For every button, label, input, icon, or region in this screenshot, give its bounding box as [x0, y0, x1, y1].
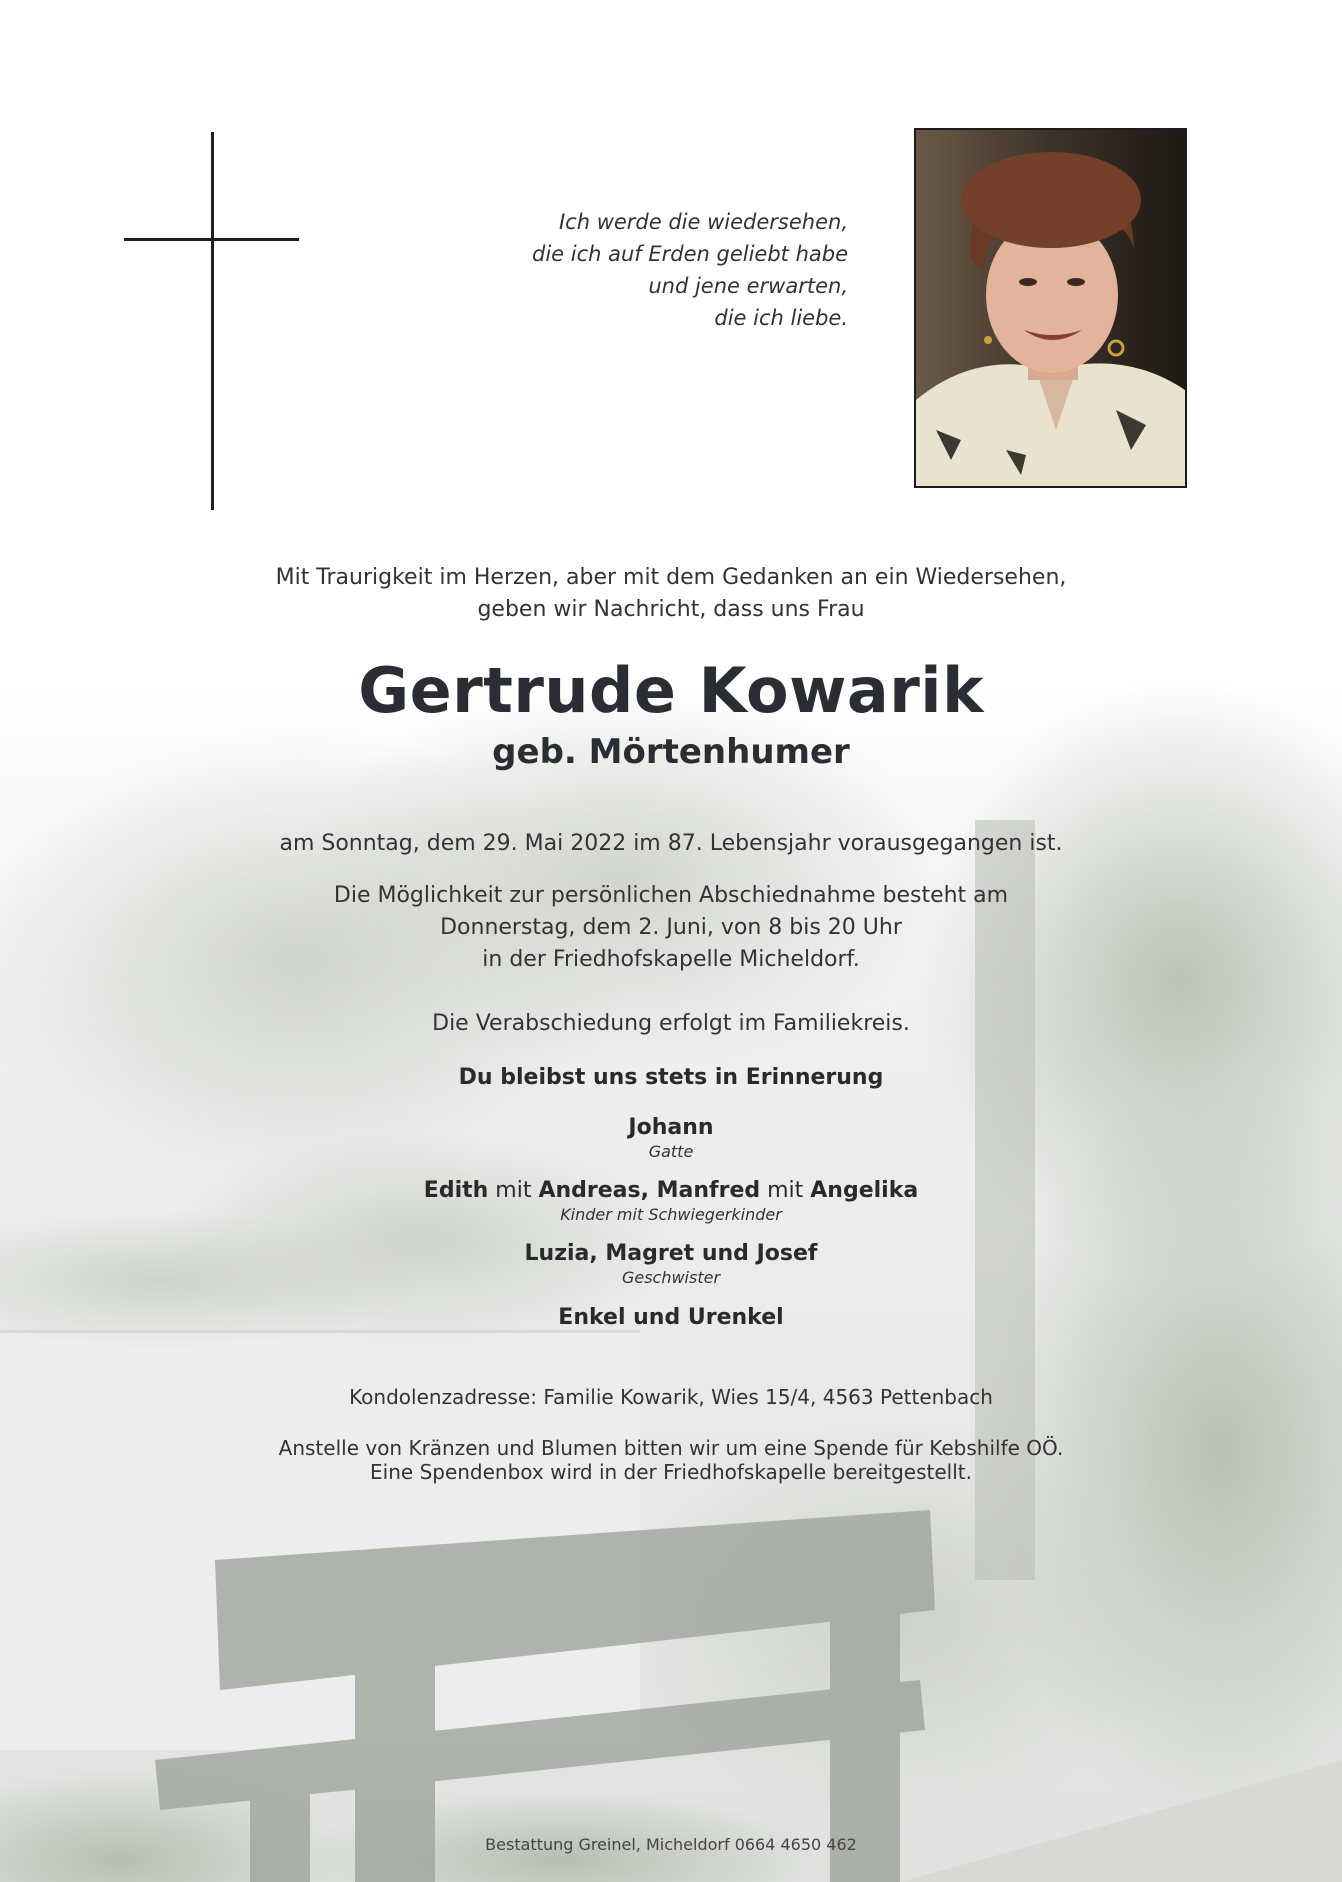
- mourner-names: [0, 1177, 1342, 1205]
- farewell-line: Donnerstag, dem 2. Juni, von 8 bis 20 Uhr: [440, 915, 902, 940]
- cross-icon-bar: [124, 238, 299, 241]
- remembrance-text: Du bleibst uns stets in Erinnerung: [458, 1065, 884, 1090]
- mourner-name: Angelika: [810, 1178, 919, 1203]
- ceremony-text: Die Verabschiedung erfolgt im Familiekreis.: [432, 1011, 910, 1036]
- memorial-quote: [440, 206, 848, 334]
- mourner-name: Andreas, Manfred: [538, 1178, 761, 1203]
- mourner-name: Johann: [628, 1115, 714, 1140]
- intro-line: geben wir Nachricht, dass uns Frau: [477, 597, 865, 622]
- mourner-relation: Geschwister: [621, 1268, 721, 1287]
- mourner-names: [0, 1304, 1342, 1332]
- mourner-group: [0, 1177, 1342, 1225]
- undertaker-info: Bestattung Greinel, Micheldorf 0664 4650 462: [485, 1835, 857, 1854]
- mourner-group: [0, 1304, 1342, 1332]
- intro-line: Mit Traurigkeit im Herzen, aber mit dem Gedanken an ein Wiedersehen,: [275, 565, 1067, 590]
- mourner-group: [0, 1240, 1342, 1288]
- mourner-name: Enkel und Urenkel: [558, 1305, 784, 1330]
- mourner-names: [0, 1114, 1342, 1142]
- cross-icon: [211, 132, 214, 510]
- mourner-name: Edith: [423, 1178, 489, 1203]
- farewell-line: Die Möglichkeit zur persönlichen Abschiednahme besteht am: [333, 883, 1009, 908]
- farewell-info: [0, 880, 1342, 976]
- portrait-photo: [914, 128, 1187, 488]
- deceased-name: Gertrude Kowarik: [358, 654, 984, 727]
- birth-name: geb. Mörtenhumer: [492, 732, 850, 772]
- condolence-address: Kondolenzadresse: Familie Kowarik, Wies 15/4, 4563 Pettenbach: [349, 1385, 993, 1409]
- death-line: am Sonntag, dem 29. Mai 2022 im 87. Lebensjahr vorausgegangen ist.: [279, 831, 1063, 856]
- donation-note: [0, 1436, 1342, 1484]
- quote-line: und jene erwarten,: [648, 274, 848, 298]
- quote-line: die ich auf Erden geliebt habe: [531, 242, 848, 266]
- mourner-relation: Kinder mit Schwiegerkinder: [560, 1205, 782, 1224]
- quote-line: die ich liebe.: [714, 306, 848, 330]
- intro-text: [0, 562, 1342, 626]
- mourner-connector: mit: [488, 1178, 539, 1203]
- mourner-connector: mit: [760, 1178, 811, 1203]
- quote-line: Ich werde die wiedersehen,: [558, 210, 848, 234]
- mourner-names: [0, 1240, 1342, 1268]
- mourner-group: [0, 1114, 1342, 1162]
- mourner-name: Luzia, Magret und Josef: [524, 1241, 818, 1266]
- portrait-image: [916, 130, 1185, 486]
- farewell-line: in der Friedhofskapelle Micheldorf.: [482, 947, 860, 972]
- mourner-relation: Gatte: [648, 1142, 694, 1161]
- donation-line: Eine Spendenbox wird in der Friedhofskapelle bereitgestellt.: [370, 1460, 972, 1484]
- donation-line: Anstelle von Kränzen und Blumen bitten wir um eine Spende für Kebshilfe OÖ.: [278, 1436, 1064, 1460]
